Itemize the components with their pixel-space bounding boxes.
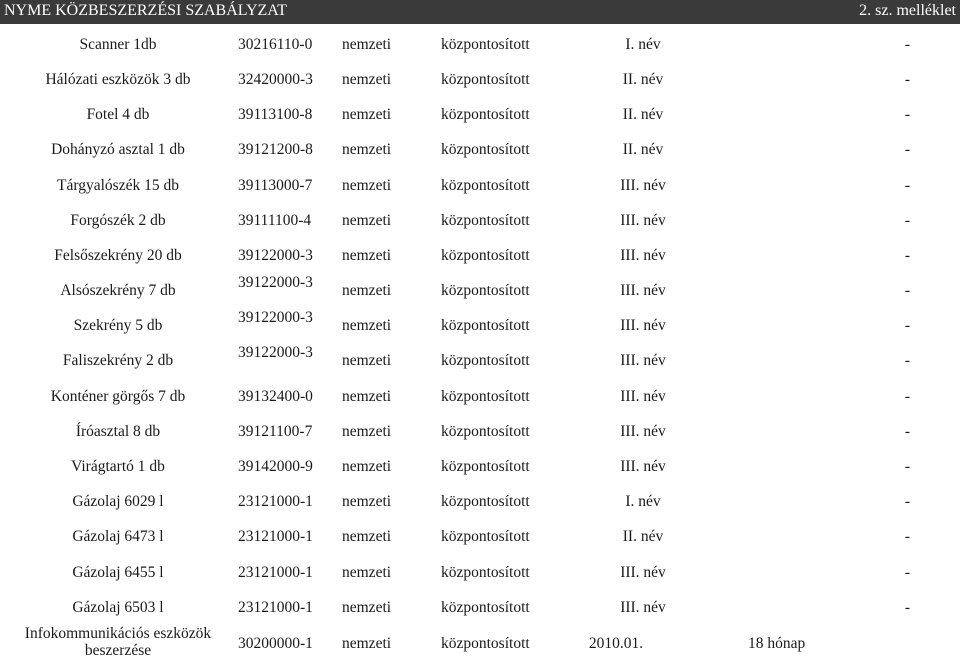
note-value: -	[904, 282, 910, 299]
procedure-value: központosított	[441, 106, 530, 123]
table-row	[0, 309, 960, 344]
period-value: III. név	[620, 352, 666, 369]
scope-value: nemzeti	[342, 352, 392, 369]
note-value: -	[904, 388, 910, 405]
cpv-code: 23121000-1	[238, 564, 313, 581]
table-row	[0, 520, 960, 555]
period-value: I. név	[625, 36, 661, 53]
procedure-value: központosított	[441, 212, 530, 229]
cpv-code: 39122000-3	[238, 247, 313, 264]
period-value: 2010.01.	[588, 635, 644, 652]
scope-value: nemzeti	[342, 388, 392, 405]
procedure-value: központosított	[441, 599, 530, 616]
procedure-value: központosított	[441, 528, 530, 545]
note-value: -	[904, 458, 910, 475]
item-name: Tárgyalószék 15 db	[57, 177, 179, 194]
procedure-value: központosított	[441, 423, 530, 440]
item-name: Szekrény 5 db	[73, 317, 163, 334]
table-row	[0, 556, 960, 591]
scope-value: nemzeti	[342, 528, 392, 545]
table-row	[0, 415, 960, 450]
item-name: Gázolaj 6503 l	[72, 599, 164, 616]
scope-value: nemzeti	[342, 599, 392, 616]
scope-value: nemzeti	[342, 564, 392, 581]
cpv-code: 39113000-7	[238, 177, 313, 194]
item-name: Íróasztal 8 db	[75, 423, 161, 440]
cpv-code: 23121000-1	[238, 493, 313, 510]
note-value: -	[904, 599, 910, 616]
period-value: III. név	[620, 599, 666, 616]
procedure-value: központosított	[441, 317, 530, 334]
note-value: -	[904, 423, 910, 440]
note-value: -	[904, 71, 910, 88]
document-title: NYME KÖZBESZERZÉSI SZABÁLYZAT	[4, 2, 287, 19]
item-name: Scanner 1db	[79, 36, 157, 53]
procedure-value: központosított	[441, 388, 530, 405]
period-value: III. név	[620, 317, 666, 334]
scope-value: nemzeti	[342, 317, 392, 334]
note-value: -	[904, 212, 910, 229]
table-row	[0, 344, 960, 379]
item-name: Infokommunikációs eszközök beszerzése	[24, 625, 212, 659]
period-value: III. név	[620, 423, 666, 440]
note-value: -	[904, 528, 910, 545]
cpv-code: 39132400-0	[238, 388, 313, 405]
scope-value: nemzeti	[342, 177, 392, 194]
item-name: Gázolaj 6473 l	[72, 528, 164, 545]
note-value: -	[904, 36, 910, 53]
scope-value: nemzeti	[342, 493, 392, 510]
cpv-code: 39122000-3	[238, 344, 313, 361]
cpv-code: 39121100-7	[238, 423, 313, 440]
note-value: -	[904, 564, 910, 581]
procedure-value: központosított	[441, 36, 530, 53]
procedure-value: központosított	[441, 635, 530, 652]
cpv-code: 23121000-1	[238, 599, 313, 616]
table-row	[0, 239, 960, 274]
cpv-code: 23121000-1	[238, 528, 313, 545]
scope-value: nemzeti	[342, 247, 392, 264]
table-row	[0, 98, 960, 133]
item-name: Virágtartó 1 db	[71, 458, 165, 475]
note-value: -	[904, 247, 910, 264]
cpv-code: 39122000-3	[238, 309, 313, 326]
period-value: I. név	[625, 493, 661, 510]
procedure-value: központosított	[441, 352, 530, 369]
table-row	[0, 169, 960, 204]
note-value: -	[904, 317, 910, 334]
note-value: -	[904, 106, 910, 123]
table-row	[0, 28, 960, 63]
scope-value: nemzeti	[342, 141, 392, 158]
note-value: -	[904, 141, 910, 158]
cpv-code: 39142000-9	[238, 458, 313, 475]
period-value: III. név	[620, 177, 666, 194]
cpv-code: 39121200-8	[238, 141, 313, 158]
item-name: Konténer görgős 7 db	[50, 388, 186, 405]
period-value: II. név	[622, 141, 664, 158]
table-row	[0, 380, 960, 415]
procedure-value: központosított	[441, 564, 530, 581]
table-row	[0, 450, 960, 485]
period-value: III. név	[620, 282, 666, 299]
table-row	[0, 627, 960, 662]
item-name: Felsőszekrény 20 db	[54, 247, 182, 264]
cpv-code: 39113100-8	[238, 106, 313, 123]
period-value: II. név	[622, 71, 664, 88]
period-value: III. név	[620, 247, 666, 264]
scope-value: nemzeti	[342, 458, 392, 475]
procedure-value: központosított	[441, 493, 530, 510]
procedure-value: központosított	[441, 177, 530, 194]
scope-value: nemzeti	[342, 106, 392, 123]
appendix-label: 2. sz. melléklet	[859, 2, 956, 19]
period-value: III. név	[620, 564, 666, 581]
procedure-value: központosított	[441, 141, 530, 158]
table-row	[0, 63, 960, 98]
item-name: Faliszekrény 2 db	[62, 352, 174, 369]
table-row	[0, 204, 960, 239]
note-value: -	[904, 177, 910, 194]
item-name: Gázolaj 6455 l	[72, 564, 164, 581]
table-row	[0, 274, 960, 309]
scope-value: nemzeti	[342, 71, 392, 88]
note-value: 18 hónap	[748, 635, 806, 652]
cpv-code: 39111100-4	[238, 212, 312, 229]
page-header	[0, 0, 960, 24]
item-name: Fotel 4 db	[86, 106, 150, 123]
period-value: II. név	[622, 106, 664, 123]
note-value: -	[904, 493, 910, 510]
procedure-value: központosított	[441, 247, 530, 264]
procedure-value: központosított	[441, 71, 530, 88]
item-name: Forgószék 2 db	[70, 212, 166, 229]
scope-value: nemzeti	[342, 212, 392, 229]
item-name: Gázolaj 6029 l	[72, 493, 164, 510]
period-value: III. név	[620, 458, 666, 475]
procedure-value: központosított	[441, 458, 530, 475]
cpv-code: 30216110-0	[238, 36, 313, 53]
note-value: -	[904, 352, 910, 369]
cpv-code: 30200000-1	[238, 635, 313, 652]
period-value: III. név	[620, 388, 666, 405]
procedure-value: központosított	[441, 282, 530, 299]
item-name: Alsószekrény 7 db	[60, 282, 176, 299]
item-name: Hálózati eszközök 3 db	[45, 71, 191, 88]
table-row	[0, 133, 960, 168]
table-row	[0, 485, 960, 520]
scope-value: nemzeti	[342, 423, 392, 440]
scope-value: nemzeti	[342, 282, 392, 299]
period-value: II. név	[622, 528, 664, 545]
cpv-code: 39122000-3	[238, 274, 313, 291]
scope-value: nemzeti	[342, 36, 392, 53]
item-name: Dohányzó asztal 1 db	[51, 141, 185, 158]
period-value: III. név	[620, 212, 666, 229]
cpv-code: 32420000-3	[238, 71, 313, 88]
scope-value: nemzeti	[342, 635, 392, 652]
table-row	[0, 591, 960, 626]
